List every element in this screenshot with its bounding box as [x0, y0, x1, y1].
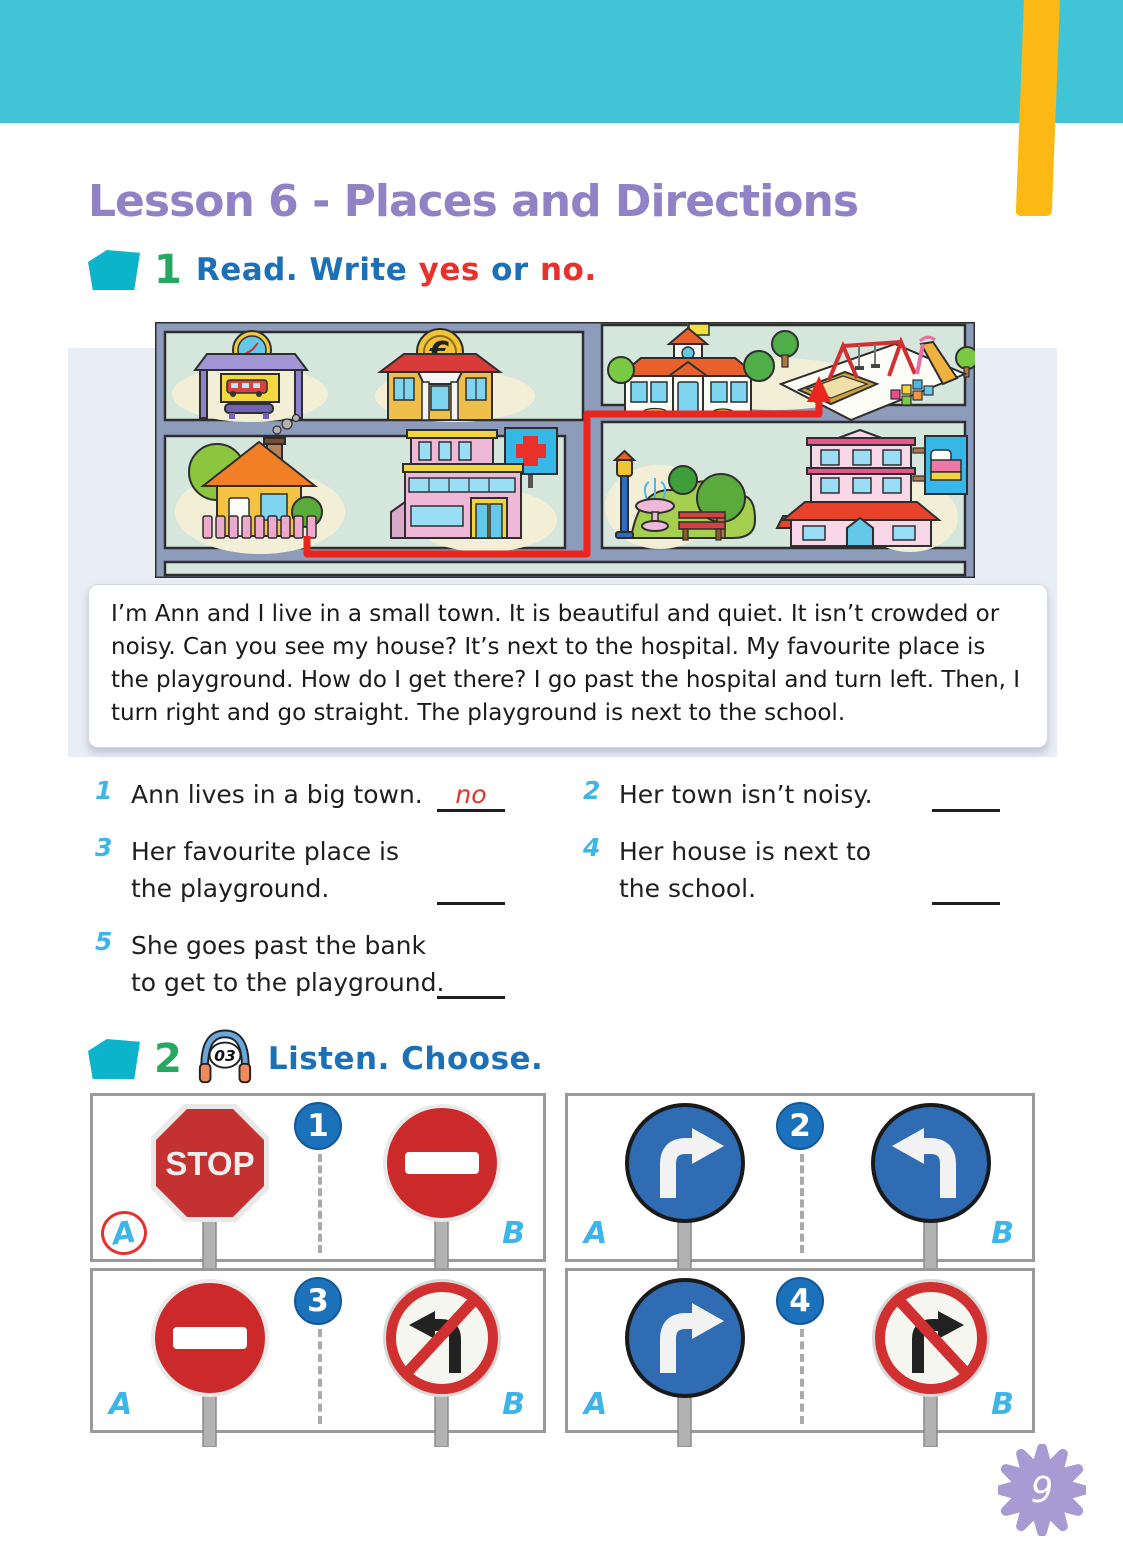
question-text: Her favourite place is — [131, 837, 399, 866]
no-entry-sign[interactable] — [145, 1277, 275, 1447]
panel-number-badge: 4 — [776, 1277, 824, 1325]
question-2 — [583, 776, 1005, 816]
question-5 — [95, 927, 507, 1003]
listen-choose-panel-2 — [565, 1093, 1035, 1262]
option-b-label[interactable]: B — [991, 1216, 1014, 1251]
question-text: the school. — [619, 874, 757, 903]
turn-right-sign[interactable] — [620, 1102, 750, 1272]
answer-blank-3[interactable] — [437, 871, 505, 905]
question-number: 4 — [583, 833, 601, 862]
exercise2-header — [88, 1028, 543, 1090]
yellow-stripe — [1016, 0, 1060, 216]
question-text: She goes past the bank — [131, 931, 427, 960]
no-right-turn-sign[interactable] — [866, 1277, 996, 1447]
instruction-yes: yes — [418, 252, 480, 288]
option-a-label[interactable]: A — [584, 1216, 608, 1251]
option-b-label[interactable]: B — [502, 1387, 525, 1422]
stop-sign[interactable] — [145, 1102, 275, 1272]
instruction-part: or — [479, 252, 540, 288]
question-text: Ann lives in a big town. — [131, 780, 423, 809]
option-b-label[interactable]: B — [991, 1387, 1014, 1422]
panel-number-badge: 1 — [294, 1102, 342, 1150]
no-left-turn-sign[interactable] — [377, 1277, 507, 1447]
panel-divider — [800, 1154, 804, 1253]
panel-number-badge: 2 — [776, 1102, 824, 1150]
page-number-splat — [998, 1444, 1086, 1536]
question-number: 3 — [95, 833, 113, 862]
question-number: 1 — [95, 776, 113, 805]
stop-sign-text: STOP — [165, 1145, 255, 1182]
answer-blank-1[interactable] — [437, 778, 505, 812]
town-map-illustration — [155, 322, 975, 578]
headphones-icon — [196, 1028, 254, 1090]
question-number: 5 — [95, 927, 113, 956]
no-entry-sign[interactable] — [377, 1102, 507, 1272]
audio-track-number: 03 — [214, 1046, 236, 1065]
question-4 — [583, 833, 1005, 909]
exercise2-instruction: Listen. Choose. — [267, 1041, 544, 1077]
reading-passage: I’m Ann and I live in a small town. It is beautiful and quiet. It isn’t crowded or noisy. Can you see my house? It’s next to the hospital. My favourite place is the playground. How do I get there? I go past the hospital and turn left. Then, I turn right and go straight. The playground is next to the school. — [88, 584, 1048, 748]
turn-right-sign[interactable] — [620, 1277, 750, 1447]
answer-blank-4[interactable] — [932, 871, 1000, 905]
listen-choose-panel-1 — [90, 1093, 546, 1262]
option-b-label[interactable]: B — [502, 1216, 525, 1251]
exercise1-number: 1 — [154, 247, 182, 293]
option-a-label[interactable]: A — [109, 1387, 133, 1422]
page-number: 9 — [1030, 1470, 1054, 1512]
question-text: to get to the playground. — [131, 968, 445, 997]
panel-divider — [318, 1329, 322, 1424]
listen-choose-panel-4 — [565, 1268, 1035, 1433]
exercise1-header — [88, 247, 597, 293]
option-a-label-selected[interactable]: A — [98, 1208, 150, 1258]
exercise1-instruction — [196, 252, 597, 288]
panel-number-badge: 3 — [294, 1277, 342, 1325]
turn-left-sign[interactable] — [866, 1102, 996, 1272]
header-bar — [0, 0, 1123, 123]
panel-divider — [318, 1154, 322, 1253]
question-3 — [95, 833, 507, 909]
question-text: the playground. — [131, 874, 330, 903]
exercise-flag-icon — [88, 250, 140, 290]
question-text: Her town isn’t noisy. — [619, 780, 873, 809]
question-number: 2 — [583, 776, 601, 805]
answer-blank-5[interactable] — [437, 965, 505, 999]
answer-text: no — [455, 780, 487, 809]
page-title: Lesson 6 - Places and Directions — [88, 176, 859, 227]
question-1 — [95, 776, 507, 816]
listen-choose-panel-3 — [90, 1268, 546, 1433]
exercise-flag-icon — [88, 1039, 140, 1079]
answer-blank-2[interactable] — [932, 778, 1000, 812]
question-text: Her house is next to — [619, 837, 872, 866]
exercise2-number: 2 — [154, 1036, 182, 1082]
option-a-label[interactable]: A — [584, 1387, 608, 1422]
instruction-part: Read. Write — [195, 252, 419, 288]
panel-divider — [800, 1329, 804, 1424]
instruction-no: no. — [539, 252, 597, 288]
